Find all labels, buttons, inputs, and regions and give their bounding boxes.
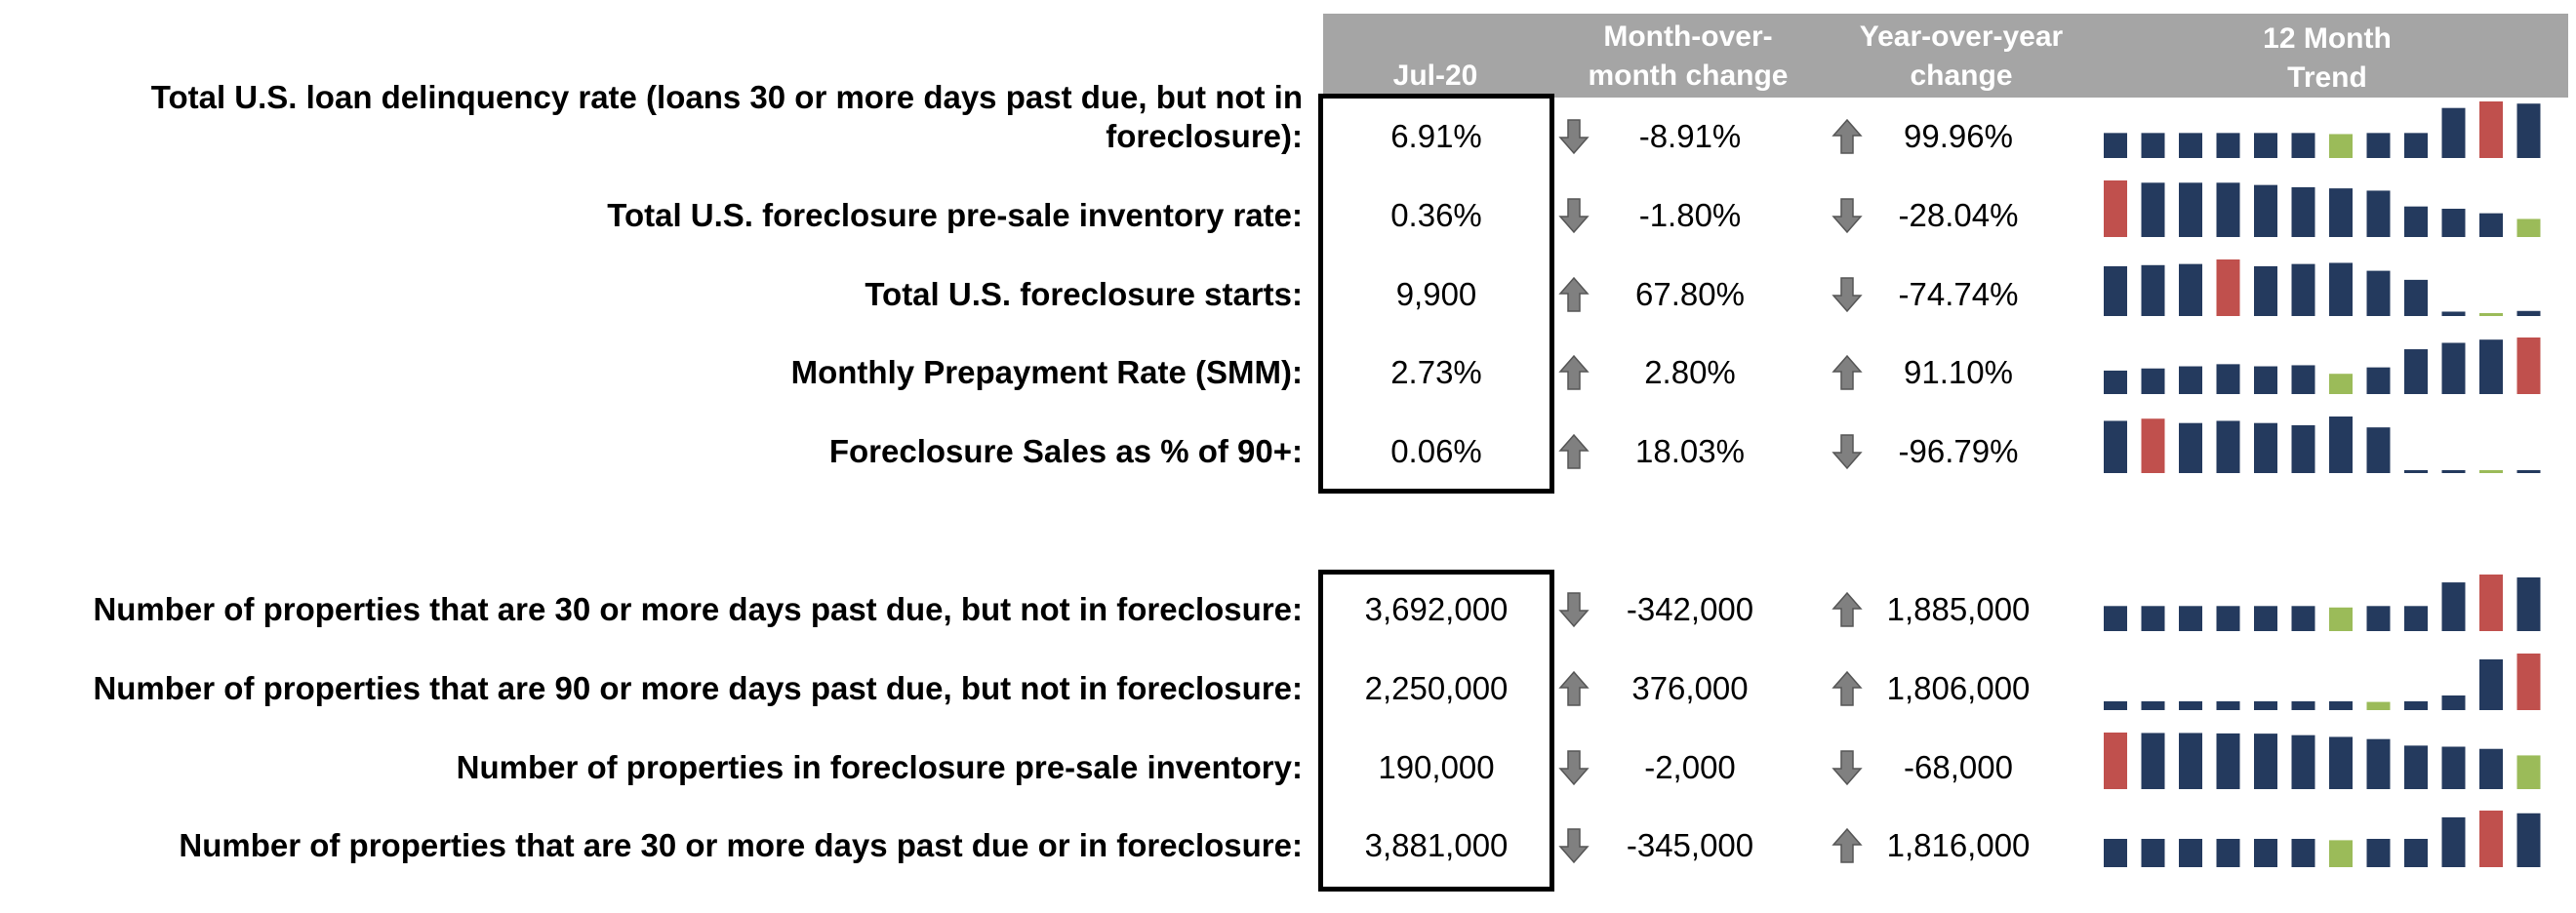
header-current-month: Jul-20 xyxy=(1392,60,1478,92)
arrow-shape xyxy=(1560,278,1588,311)
trend-bar xyxy=(2517,814,2541,867)
trend-bar xyxy=(2142,839,2165,867)
trend-bar xyxy=(2442,470,2466,473)
trend-bar xyxy=(2367,839,2391,867)
yoy-change: 1,806,000 xyxy=(1886,670,2031,706)
trend-bar xyxy=(2404,839,2428,867)
trend-bar xyxy=(2329,608,2353,631)
header-yoy-line1: Year-over-year xyxy=(1859,20,2064,53)
trend-chart xyxy=(2098,413,2556,475)
mom-change: -345,000 xyxy=(1626,827,1754,863)
trend-bar xyxy=(2479,749,2503,789)
arrow-shape xyxy=(1833,356,1861,389)
up-arrow-icon xyxy=(1831,353,1864,392)
trend-bar xyxy=(2142,182,2165,237)
mom-change: -1.80% xyxy=(1638,197,1742,233)
trend-bar xyxy=(2217,734,2240,789)
arrow-shape xyxy=(1833,199,1861,232)
mom-change: 2.80% xyxy=(1644,354,1736,390)
trend-bar xyxy=(2442,108,2466,158)
row-label xyxy=(93,669,1303,708)
arrow-shape xyxy=(1833,829,1861,862)
mom-change: -342,000 xyxy=(1626,591,1754,627)
trend-bar xyxy=(2217,839,2240,867)
yoy-change: -96.79% xyxy=(1898,433,2019,469)
trend-bar xyxy=(2254,734,2277,789)
row-label-line: Number of properties that are 30 or more days past due, but not in foreclosure: xyxy=(93,591,1303,627)
trend-bar xyxy=(2292,187,2315,237)
arrow-shape xyxy=(1833,751,1861,784)
up-arrow-icon xyxy=(1831,669,1864,708)
trend-bar xyxy=(2142,418,2165,473)
trend-bar xyxy=(2517,755,2541,789)
trend-chart xyxy=(2098,177,2556,239)
trend-bar xyxy=(2179,367,2202,394)
trend-bar xyxy=(2179,133,2202,158)
up-arrow-icon xyxy=(1557,432,1590,471)
trend-chart xyxy=(2098,807,2556,869)
trend-bar xyxy=(2329,188,2353,237)
yoy-change: -74.74% xyxy=(1898,276,2019,312)
yoy-change: -68,000 xyxy=(1904,749,2013,785)
trend-bar xyxy=(2517,337,2541,394)
up-arrow-icon xyxy=(1831,590,1864,629)
trend-bar xyxy=(2329,374,2353,394)
trend-bar xyxy=(2517,311,2541,316)
trend-bar xyxy=(2329,701,2353,710)
trend-bar xyxy=(2179,423,2202,473)
arrow-shape xyxy=(1833,435,1861,468)
trend-bar xyxy=(2254,701,2277,710)
trend-bar xyxy=(2142,369,2165,394)
yoy-change: -28.04% xyxy=(1898,197,2019,233)
trend-bar xyxy=(2142,701,2165,710)
mom-change: 376,000 xyxy=(1631,670,1749,706)
trend-bar xyxy=(2217,606,2240,631)
trend-bar xyxy=(2254,606,2277,631)
trend-bar xyxy=(2442,342,2466,394)
arrow-shape xyxy=(1560,120,1588,153)
trend-bar xyxy=(2517,218,2541,237)
arrow-shape xyxy=(1560,593,1588,626)
trend-bar xyxy=(2179,264,2202,316)
yoy-change: 1,816,000 xyxy=(1886,827,2031,863)
trend-bar xyxy=(2104,180,2127,237)
trend-bar xyxy=(2217,364,2240,394)
trend-bar xyxy=(2404,470,2428,473)
trend-bar xyxy=(2217,701,2240,710)
row-label-line: Total U.S. foreclosure starts: xyxy=(865,276,1303,312)
up-arrow-icon xyxy=(1831,117,1864,156)
trend-bar xyxy=(2254,367,2277,394)
row-label xyxy=(607,196,1303,235)
header-month-over-month xyxy=(1561,18,1815,96)
arrow-shape xyxy=(1833,120,1861,153)
trend-bar xyxy=(2367,606,2391,631)
trend-bar xyxy=(2329,736,2353,789)
arrow-shape xyxy=(1560,199,1588,232)
current-value: 3,881,000 xyxy=(1364,827,1509,863)
trend-bar xyxy=(2517,103,2541,158)
trend-bar xyxy=(2442,209,2466,237)
trend-bar xyxy=(2479,313,2503,316)
trend-bar xyxy=(2292,133,2315,158)
trend-bar xyxy=(2292,839,2315,867)
current-value: 6.91% xyxy=(1390,118,1482,154)
trend-bar xyxy=(2329,840,2353,867)
up-arrow-icon xyxy=(1831,826,1864,865)
trend-bar xyxy=(2329,134,2353,158)
trend-bar xyxy=(2104,839,2127,867)
trend-bar xyxy=(2217,182,2240,237)
arrow-shape xyxy=(1833,672,1861,705)
trend-bar xyxy=(2254,185,2277,237)
trend-bar xyxy=(2479,214,2503,237)
trend-bar xyxy=(2367,427,2391,473)
trend-bar xyxy=(2367,702,2391,710)
trend-bar xyxy=(2179,701,2202,710)
mom-change: -2,000 xyxy=(1644,749,1736,785)
trend-bar xyxy=(2517,654,2541,710)
row-label-line: Total U.S. foreclosure pre-sale inventory rate: xyxy=(607,197,1303,233)
trend-bar xyxy=(2179,182,2202,237)
row-label-line: Total U.S. loan delinquency rate (loans 30 or more days past due, but not in xyxy=(150,79,1303,115)
trend-bar xyxy=(2104,371,2127,394)
down-arrow-icon xyxy=(1557,748,1590,787)
arrow-shape xyxy=(1560,751,1588,784)
current-value: 0.06% xyxy=(1390,433,1482,469)
trend-bar xyxy=(2442,582,2466,631)
row-label xyxy=(865,275,1303,314)
trend-bar xyxy=(2292,365,2315,394)
current-value: 2,250,000 xyxy=(1364,670,1509,706)
trend-bar xyxy=(2367,271,2391,316)
header-trend-line1: 12 Month xyxy=(2263,22,2392,55)
trend-bar xyxy=(2254,839,2277,867)
trend-bar xyxy=(2367,190,2391,237)
down-arrow-icon xyxy=(1557,590,1590,629)
trend-bar xyxy=(2217,259,2240,316)
trend-chart xyxy=(2098,98,2556,160)
mom-change: 67.80% xyxy=(1635,276,1745,312)
arrow-shape xyxy=(1833,593,1861,626)
trend-bar xyxy=(2142,606,2165,631)
yoy-change: 1,885,000 xyxy=(1886,591,2031,627)
trend-bar xyxy=(2254,133,2277,158)
row-label xyxy=(151,78,1303,156)
trend-chart xyxy=(2098,334,2556,396)
trend-bar xyxy=(2404,606,2428,631)
row-label-line: foreclosure): xyxy=(1106,118,1303,154)
down-arrow-icon xyxy=(1557,196,1590,235)
row-label xyxy=(829,432,1303,471)
trend-bar xyxy=(2292,425,2315,473)
trend-bar xyxy=(2254,266,2277,316)
mom-change: 18.03% xyxy=(1635,433,1745,469)
current-value: 190,000 xyxy=(1378,749,1495,785)
trend-bar xyxy=(2104,133,2127,158)
up-arrow-icon xyxy=(1557,275,1590,314)
trend-bar xyxy=(2104,420,2127,473)
trend-bar xyxy=(2179,606,2202,631)
trend-bar xyxy=(2142,733,2165,789)
trend-bar xyxy=(2217,133,2240,158)
trend-bar xyxy=(2442,695,2466,710)
current-value: 9,900 xyxy=(1395,276,1477,312)
current-value: 2.73% xyxy=(1390,354,1482,390)
trend-bar xyxy=(2179,839,2202,867)
trend-bar xyxy=(2479,811,2503,867)
arrow-shape xyxy=(1560,435,1588,468)
header-trend-line2: Trend xyxy=(2287,61,2367,94)
down-arrow-icon xyxy=(1831,275,1864,314)
trend-bar xyxy=(2479,101,2503,158)
trend-bar xyxy=(2479,659,2503,710)
trend-bar xyxy=(2104,733,2127,789)
trend-bar xyxy=(2142,133,2165,158)
trend-bar xyxy=(2292,701,2315,710)
trend-bar xyxy=(2292,264,2315,316)
down-arrow-icon xyxy=(1557,826,1590,865)
up-arrow-icon xyxy=(1557,669,1590,708)
trend-bar xyxy=(2217,420,2240,473)
arrow-shape xyxy=(1560,829,1588,862)
trend-bar xyxy=(2104,266,2127,316)
trend-bar xyxy=(2104,701,2127,710)
arrow-shape xyxy=(1560,672,1588,705)
current-value: 0.36% xyxy=(1390,197,1482,233)
row-label-line: Number of properties that are 90 or more days past due, but not in foreclosure: xyxy=(93,670,1303,706)
trend-bar xyxy=(2104,606,2127,631)
row-label xyxy=(179,826,1303,865)
arrow-shape xyxy=(1833,278,1861,311)
trend-chart xyxy=(2098,256,2556,318)
yoy-change: 91.10% xyxy=(1904,354,2013,390)
row-label xyxy=(93,590,1303,629)
trend-bar xyxy=(2292,606,2315,631)
header-mom-line1: Month-over- xyxy=(1603,20,1773,53)
trend-bar xyxy=(2404,745,2428,789)
trend-chart xyxy=(2098,729,2556,791)
trend-bar xyxy=(2254,423,2277,473)
row-label xyxy=(457,748,1303,787)
mom-change: -8.91% xyxy=(1638,118,1742,154)
trend-bar xyxy=(2142,265,2165,316)
row-label-line: Monthly Prepayment Rate (SMM): xyxy=(790,354,1303,390)
trend-bar xyxy=(2404,701,2428,710)
row-label-line: Number of properties that are 30 or more days past due or in foreclosure: xyxy=(179,827,1303,863)
row-label xyxy=(791,353,1303,392)
down-arrow-icon xyxy=(1831,748,1864,787)
trend-bar xyxy=(2367,133,2391,158)
trend-bar xyxy=(2404,133,2428,158)
header-year-over-year xyxy=(1834,18,2088,96)
down-arrow-icon xyxy=(1557,117,1590,156)
trend-bar xyxy=(2367,368,2391,394)
header-12-month-trend xyxy=(2098,20,2556,98)
trend-bar xyxy=(2517,577,2541,631)
trend-bar xyxy=(2517,470,2541,473)
down-arrow-icon xyxy=(1831,196,1864,235)
trend-chart xyxy=(2098,650,2556,712)
trend-bar xyxy=(2442,747,2466,790)
row-label-line: Number of properties in foreclosure pre-sale inventory: xyxy=(456,749,1303,785)
row-label-line: Foreclosure Sales as % of 90+: xyxy=(828,433,1303,469)
current-value: 3,692,000 xyxy=(1364,591,1509,627)
trend-bar xyxy=(2179,733,2202,789)
trend-bar xyxy=(2442,311,2466,316)
header-mom-line2: month change xyxy=(1588,60,1789,92)
trend-bar xyxy=(2329,417,2353,473)
trend-bar xyxy=(2404,207,2428,237)
trend-bar xyxy=(2479,470,2503,473)
arrow-shape xyxy=(1560,356,1588,389)
trend-bar xyxy=(2404,349,2428,394)
trend-bar xyxy=(2404,280,2428,316)
down-arrow-icon xyxy=(1831,432,1864,471)
trend-bar xyxy=(2292,735,2315,789)
trend-bar xyxy=(2367,739,2391,789)
trend-bar xyxy=(2479,339,2503,394)
trend-bar xyxy=(2442,817,2466,867)
header-yoy-line2: change xyxy=(1910,60,2013,92)
trend-bar xyxy=(2329,262,2353,316)
trend-chart xyxy=(2098,571,2556,633)
up-arrow-icon xyxy=(1557,353,1590,392)
yoy-change: 99.96% xyxy=(1904,118,2013,154)
trend-bar xyxy=(2479,575,2503,631)
